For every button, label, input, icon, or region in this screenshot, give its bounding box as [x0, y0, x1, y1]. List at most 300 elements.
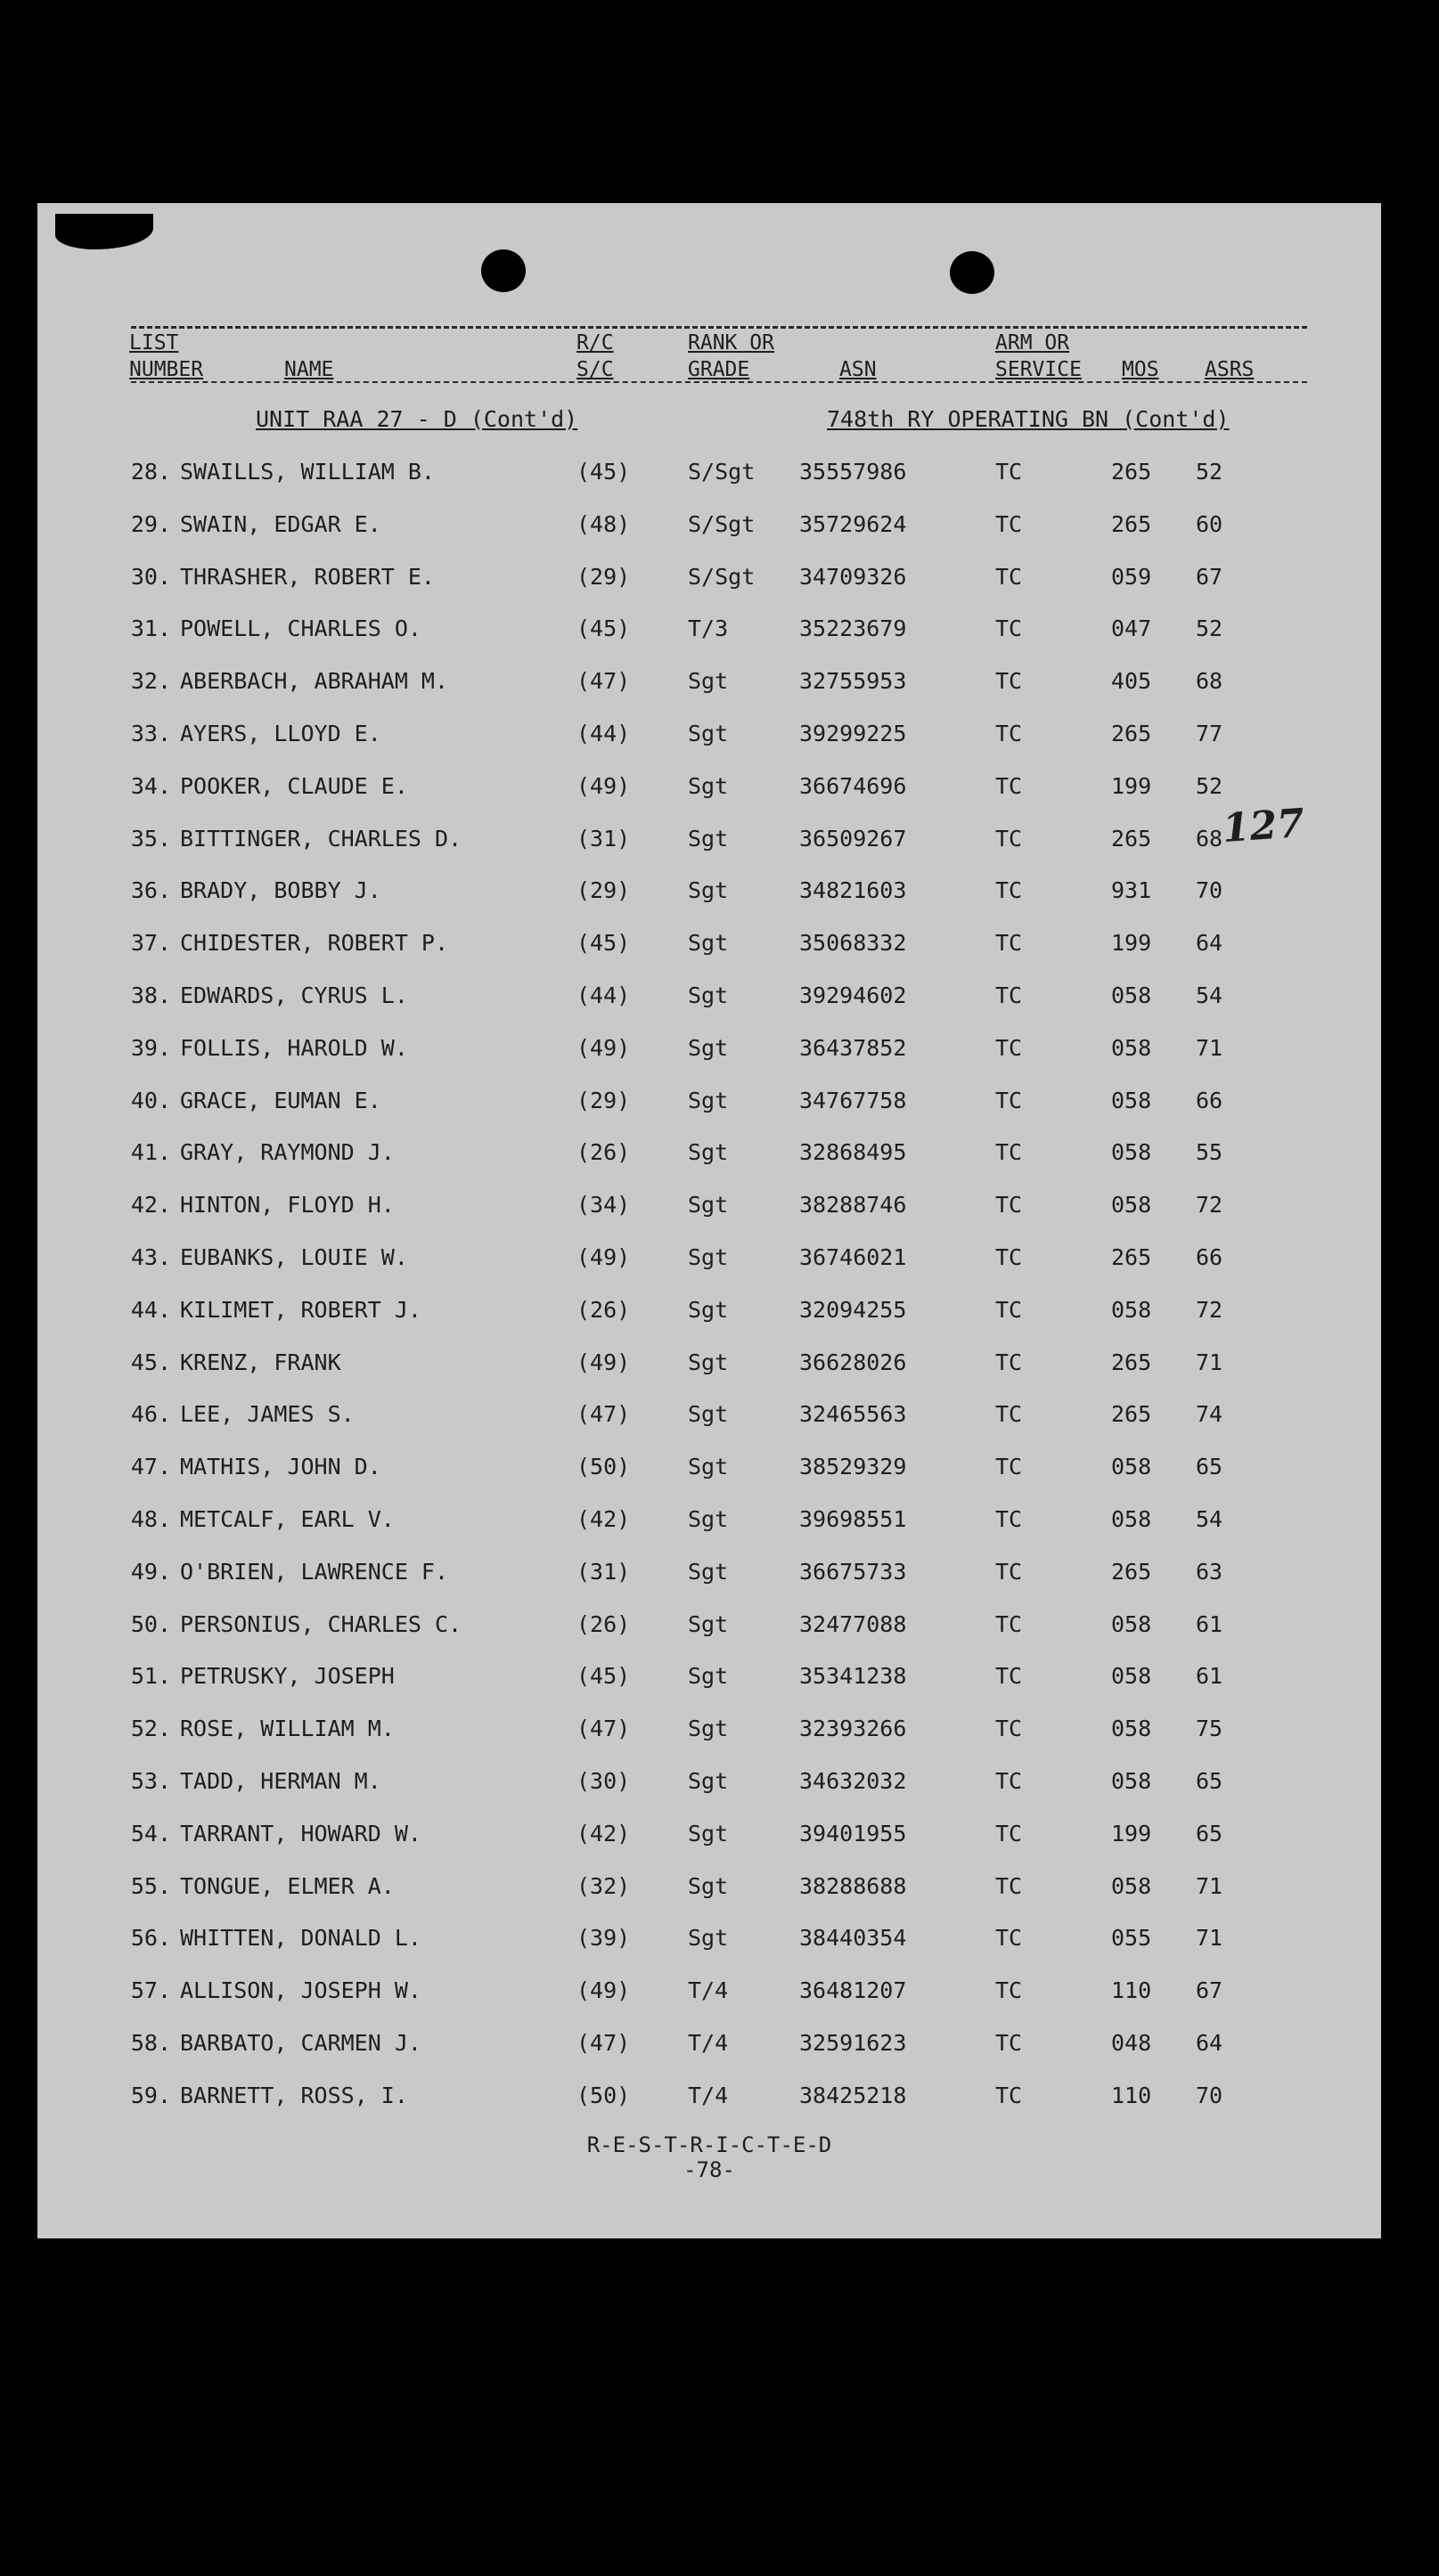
cell-asrs: 71 [1196, 1872, 1223, 1899]
cell-asn: 39401955 [799, 1820, 907, 1846]
cell-arm: TC [995, 1977, 1023, 2004]
cell-mos: 405 [1111, 668, 1152, 695]
punch-hole-left [481, 249, 526, 292]
cell-asn: 36481207 [799, 1977, 907, 2004]
cell-num: 55. [130, 1872, 171, 1899]
cell-mos: 110 [1111, 2082, 1152, 2108]
cell-rc: (49) [576, 1034, 631, 1061]
cell-rank: Sgt [688, 1610, 729, 1637]
cell-name: LEE, JAMES S. [180, 1401, 355, 1428]
cell-mos: 058 [1111, 1139, 1152, 1166]
cell-rc: (49) [576, 1977, 631, 2004]
cell-num: 45. [130, 1349, 171, 1375]
cell-rc: (44) [576, 982, 631, 1008]
table-row [37, 1816, 1381, 1852]
cell-num: 40. [130, 1087, 171, 1113]
cell-asrs: 77 [1196, 721, 1223, 746]
table-row [37, 1502, 1381, 1537]
footer-page-number: -78- [683, 2157, 735, 2182]
cell-asn: 38288746 [799, 1192, 907, 1219]
cell-arm: TC [995, 1192, 1023, 1219]
cell-rc: (26) [576, 1610, 631, 1637]
cell-asrs: 61 [1196, 1610, 1223, 1637]
table-row [37, 1345, 1381, 1381]
cell-num: 51. [130, 1663, 171, 1690]
cell-rank: Sgt [688, 982, 729, 1008]
cell-mos: 058 [1111, 1716, 1152, 1742]
cell-asn: 38529329 [799, 1454, 907, 1480]
cell-asrs: 52 [1196, 459, 1223, 485]
cell-num: 39. [130, 1034, 171, 1061]
cell-rank: Sgt [688, 668, 729, 695]
cell-arm: TC [995, 930, 1023, 957]
cell-asrs: 66 [1196, 1244, 1223, 1270]
table-row [37, 1187, 1381, 1223]
cell-name: ROSE, WILLIAM M. [180, 1716, 395, 1742]
table-row [37, 1764, 1381, 1799]
cell-name: THRASHER, ROBERT E. [180, 563, 435, 590]
cell-rc: (45) [576, 930, 631, 957]
cell-asn: 36674696 [799, 772, 907, 799]
cell-name: SWAIN, EDGAR E. [180, 510, 381, 537]
cell-num: 57. [130, 1977, 171, 2004]
cell-asn: 32477088 [799, 1610, 907, 1637]
header-asn: ASN [839, 358, 877, 381]
cell-arm: TC [995, 721, 1023, 746]
cell-num: 58. [130, 2030, 171, 2056]
cell-asn: 35068332 [799, 930, 907, 957]
cell-rank: Sgt [688, 1454, 729, 1480]
cell-rc: (48) [576, 510, 631, 537]
cell-asn: 36628026 [799, 1349, 907, 1375]
cell-rank: T/4 [688, 1977, 729, 2004]
cell-mos: 055 [1111, 1925, 1152, 1952]
cell-asrs: 72 [1196, 1192, 1223, 1219]
cell-arm: TC [995, 1506, 1023, 1532]
cell-rank: Sgt [688, 1401, 729, 1428]
header-asrs: ASRS [1205, 358, 1255, 381]
cell-asn: 38425218 [799, 2082, 907, 2108]
table-row [37, 664, 1381, 699]
table-row [37, 1659, 1381, 1694]
cell-name: AYERS, LLOYD E. [180, 721, 381, 746]
cell-num: 37. [130, 930, 171, 957]
cell-arm: TC [995, 615, 1023, 642]
cell-num: 56. [130, 1925, 171, 1952]
table-row [37, 716, 1381, 752]
cell-rc: (47) [576, 668, 631, 695]
cell-asn: 32393266 [799, 1716, 907, 1742]
cell-name: MATHIS, JOHN D. [180, 1454, 381, 1480]
cell-name: TONGUE, ELMER A. [180, 1872, 395, 1899]
cell-asrs: 67 [1196, 563, 1223, 590]
cell-rc: (26) [576, 1139, 631, 1166]
cell-num: 53. [130, 1768, 171, 1794]
cell-num: 48. [130, 1506, 171, 1532]
cell-arm: TC [995, 1087, 1023, 1113]
cell-rank: Sgt [688, 1349, 729, 1375]
cell-rc: (42) [576, 1820, 631, 1846]
cell-asrs: 63 [1196, 1558, 1223, 1585]
cell-arm: TC [995, 1454, 1023, 1480]
cell-mos: 265 [1111, 1244, 1152, 1270]
cell-rank: Sgt [688, 1087, 729, 1113]
table-row [37, 1031, 1381, 1066]
cell-name: BITTINGER, CHARLES D. [180, 825, 462, 852]
table-row [37, 1292, 1381, 1328]
cell-num: 36. [130, 877, 171, 904]
cell-asn: 36437852 [799, 1034, 907, 1061]
table-row [37, 559, 1381, 595]
table-row [37, 611, 1381, 647]
cell-rc: (49) [576, 1349, 631, 1375]
cell-asrs: 71 [1196, 1034, 1223, 1061]
cell-arm: TC [995, 1401, 1023, 1428]
unit-right: 748th RY OPERATING BN (Cont'd) [827, 406, 1230, 432]
cell-rc: (32) [576, 1872, 631, 1899]
cell-mos: 058 [1111, 1087, 1152, 1113]
cell-rank: Sgt [688, 1820, 729, 1846]
cell-mos: 058 [1111, 1872, 1152, 1899]
cell-rank: Sgt [688, 1872, 729, 1899]
cell-mos: 058 [1111, 1506, 1152, 1532]
unit-left: UNIT RAA 27 - D (Cont'd) [256, 406, 578, 432]
cell-rc: (42) [576, 1506, 631, 1532]
cell-num: 32. [130, 668, 171, 695]
cell-arm: TC [995, 1296, 1023, 1323]
cell-asrs: 64 [1196, 930, 1223, 957]
cell-name: SWAILLS, WILLIAM B. [180, 459, 435, 485]
cell-name: ALLISON, JOSEPH W. [180, 1977, 421, 2004]
cell-asn: 39698551 [799, 1506, 907, 1532]
cell-rc: (49) [576, 1244, 631, 1270]
cell-asrs: 65 [1196, 1768, 1223, 1794]
cell-num: 38. [130, 982, 171, 1008]
cell-asrs: 75 [1196, 1716, 1223, 1742]
cell-asn: 34767758 [799, 1087, 907, 1113]
table-row [37, 1607, 1381, 1643]
cell-name: ABERBACH, ABRAHAM M. [180, 668, 449, 695]
document-page [37, 203, 1381, 2238]
table-row [37, 1083, 1381, 1119]
cell-name: BARBATO, CARMEN J. [180, 2030, 421, 2056]
cell-asrs: 70 [1196, 2082, 1223, 2108]
cell-rc: (45) [576, 459, 631, 485]
cell-mos: 265 [1111, 721, 1152, 746]
cell-asn: 32755953 [799, 668, 907, 695]
header-rule-top [131, 326, 1307, 329]
cell-rank: Sgt [688, 1034, 729, 1061]
cell-name: KILIMET, ROBERT J. [180, 1296, 421, 1323]
table-row [37, 1240, 1381, 1276]
cell-rc: (47) [576, 1716, 631, 1742]
cell-arm: TC [995, 1872, 1023, 1899]
cell-name: PERSONIUS, CHARLES C. [180, 1610, 462, 1637]
cell-rc: (29) [576, 1087, 631, 1113]
cell-rc: (31) [576, 825, 631, 852]
cell-rc: (29) [576, 877, 631, 904]
cell-mos: 199 [1111, 1820, 1152, 1846]
cell-mos: 931 [1111, 877, 1152, 904]
cell-mos: 058 [1111, 1296, 1152, 1323]
cell-rc: (50) [576, 2082, 631, 2108]
cell-rank: Sgt [688, 825, 729, 852]
cell-mos: 265 [1111, 825, 1152, 852]
cell-mos: 058 [1111, 982, 1152, 1008]
cell-rc: (45) [576, 615, 631, 642]
table-row [37, 2078, 1381, 2114]
cell-asn: 32094255 [799, 1296, 907, 1323]
cell-arm: TC [995, 825, 1023, 852]
cell-arm: TC [995, 1820, 1023, 1846]
cell-asn: 32465563 [799, 1401, 907, 1428]
cell-arm: TC [995, 1925, 1023, 1952]
header-rc-sc: R/C S/C [576, 331, 614, 381]
cell-rc: (26) [576, 1296, 631, 1323]
cell-name: TADD, HERMAN M. [180, 1768, 381, 1794]
cell-name: BRADY, BOBBY J. [180, 877, 381, 904]
cell-asrs: 54 [1196, 982, 1223, 1008]
cell-asrs: 68 [1196, 825, 1223, 852]
cell-asn: 36746021 [799, 1244, 907, 1270]
cell-asn: 39299225 [799, 721, 907, 746]
cell-mos: 265 [1111, 1349, 1152, 1375]
cell-num: 44. [130, 1296, 171, 1323]
cell-rank: Sgt [688, 1139, 729, 1166]
header-list-number: LIST NUMBER [129, 331, 204, 381]
cell-mos: 058 [1111, 1454, 1152, 1480]
cell-asn: 35341238 [799, 1663, 907, 1690]
header-rank: RANK OR GRADE [688, 331, 774, 381]
cell-arm: TC [995, 1768, 1023, 1794]
cell-name: METCALF, EARL V. [180, 1506, 395, 1532]
cell-arm: TC [995, 563, 1023, 590]
cell-name: TARRANT, HOWARD W. [180, 1820, 421, 1846]
cell-asrs: 55 [1196, 1139, 1223, 1166]
cell-asn: 34632032 [799, 1768, 907, 1794]
cell-asn: 39294602 [799, 982, 907, 1008]
cell-asrs: 71 [1196, 1925, 1223, 1952]
cell-mos: 199 [1111, 930, 1152, 957]
cell-asn: 34709326 [799, 563, 907, 590]
cell-rank: Sgt [688, 1925, 729, 1952]
cell-num: 34. [130, 772, 171, 799]
cell-num: 28. [130, 459, 171, 485]
cell-asn: 35557986 [799, 459, 907, 485]
table-row [37, 769, 1381, 804]
cell-rc: (31) [576, 1558, 631, 1585]
cell-num: 35. [130, 825, 171, 852]
cell-asrs: 71 [1196, 1349, 1223, 1375]
cell-arm: TC [995, 1610, 1023, 1637]
cell-arm: TC [995, 877, 1023, 904]
cell-name: O'BRIEN, LAWRENCE F. [180, 1558, 449, 1585]
cell-rank: T/4 [688, 2030, 729, 2056]
cell-arm: TC [995, 1139, 1023, 1166]
cell-asrs: 74 [1196, 1401, 1223, 1428]
table-row [37, 2026, 1381, 2061]
header-mos: MOS [1122, 358, 1159, 381]
torn-corner [55, 214, 153, 249]
cell-asrs: 61 [1196, 1663, 1223, 1690]
cell-num: 47. [130, 1454, 171, 1480]
cell-rc: (45) [576, 1663, 631, 1690]
handwritten-stamp: 127 [1221, 800, 1306, 852]
cell-arm: TC [995, 1349, 1023, 1375]
cell-rank: Sgt [688, 1716, 729, 1742]
cell-asn: 32868495 [799, 1139, 907, 1166]
table-row [37, 821, 1381, 857]
cell-arm: TC [995, 1558, 1023, 1585]
cell-rank: S/Sgt [688, 563, 756, 590]
cell-name: KRENZ, FRANK [180, 1349, 341, 1375]
cell-asrs: 67 [1196, 1977, 1223, 2004]
cell-num: 33. [130, 721, 171, 746]
cell-arm: TC [995, 668, 1023, 695]
cell-name: BARNETT, ROSS, I. [180, 2082, 408, 2108]
cell-rank: Sgt [688, 772, 729, 799]
cell-asn: 32591623 [799, 2030, 907, 2056]
cell-mos: 048 [1111, 2030, 1152, 2056]
header-rule-bottom [131, 381, 1307, 383]
cell-asrs: 72 [1196, 1296, 1223, 1323]
cell-num: 54. [130, 1820, 171, 1846]
cell-name: GRAY, RAYMOND J. [180, 1139, 395, 1166]
cell-asrs: 70 [1196, 877, 1223, 904]
cell-name: POOKER, CLAUDE E. [180, 772, 408, 799]
cell-num: 31. [130, 615, 171, 642]
cell-asrs: 64 [1196, 2030, 1223, 2056]
cell-num: 29. [130, 510, 171, 537]
table-row [37, 1711, 1381, 1747]
cell-rank: Sgt [688, 877, 729, 904]
table-row [37, 1920, 1381, 1956]
cell-arm: TC [995, 510, 1023, 537]
cell-mos: 058 [1111, 1610, 1152, 1637]
cell-mos: 058 [1111, 1192, 1152, 1219]
cell-rank: S/Sgt [688, 459, 756, 485]
table-row [37, 1449, 1381, 1485]
cell-num: 52. [130, 1716, 171, 1742]
cell-num: 46. [130, 1401, 171, 1428]
cell-mos: 059 [1111, 563, 1152, 590]
cell-arm: TC [995, 2082, 1023, 2108]
cell-rank: T/3 [688, 615, 729, 642]
cell-mos: 265 [1111, 1401, 1152, 1428]
cell-rank: S/Sgt [688, 510, 756, 537]
cell-asrs: 52 [1196, 615, 1223, 642]
cell-rank: Sgt [688, 1768, 729, 1794]
cell-asrs: 52 [1196, 772, 1223, 799]
cell-mos: 199 [1111, 772, 1152, 799]
cell-name: GRACE, EUMAN E. [180, 1087, 381, 1113]
cell-rank: Sgt [688, 1663, 729, 1690]
table-row [37, 1869, 1381, 1904]
cell-rc: (29) [576, 563, 631, 590]
cell-asrs: 65 [1196, 1820, 1223, 1846]
cell-asn: 34821603 [799, 877, 907, 904]
cell-mos: 265 [1111, 510, 1152, 537]
cell-rc: (50) [576, 1454, 631, 1480]
cell-asn: 35729624 [799, 510, 907, 537]
cell-arm: TC [995, 1716, 1023, 1742]
cell-asn: 36675733 [799, 1558, 907, 1585]
cell-arm: TC [995, 459, 1023, 485]
punch-hole-right [950, 251, 994, 294]
table-row [37, 1135, 1381, 1170]
cell-rc: (39) [576, 1925, 631, 1952]
cell-name: WHITTEN, DONALD L. [180, 1925, 421, 1952]
cell-num: 59. [130, 2082, 171, 2108]
cell-asn: 35223679 [799, 615, 907, 642]
cell-arm: TC [995, 1034, 1023, 1061]
cell-name: POWELL, CHARLES O. [180, 615, 421, 642]
cell-rank: Sgt [688, 1558, 729, 1585]
cell-asrs: 60 [1196, 510, 1223, 537]
cell-asn: 38440354 [799, 1925, 907, 1952]
cell-asrs: 65 [1196, 1454, 1223, 1480]
cell-num: 41. [130, 1139, 171, 1166]
cell-num: 43. [130, 1244, 171, 1270]
cell-rank: Sgt [688, 1244, 729, 1270]
cell-mos: 110 [1111, 1977, 1152, 2004]
cell-mos: 265 [1111, 459, 1152, 485]
cell-name: PETRUSKY, JOSEPH [180, 1663, 395, 1690]
cell-arm: TC [995, 2030, 1023, 2056]
cell-arm: TC [995, 982, 1023, 1008]
header-arm: ARM OR SERVICE [995, 331, 1082, 381]
table-row [37, 873, 1381, 909]
table-row [37, 1397, 1381, 1432]
cell-arm: TC [995, 1663, 1023, 1690]
cell-arm: TC [995, 772, 1023, 799]
table-row [37, 925, 1381, 961]
cell-rc: (47) [576, 1401, 631, 1428]
cell-num: 30. [130, 563, 171, 590]
cell-arm: TC [995, 1244, 1023, 1270]
cell-mos: 047 [1111, 615, 1152, 642]
cell-mos: 265 [1111, 1558, 1152, 1585]
cell-rank: Sgt [688, 721, 729, 746]
cell-num: 49. [130, 1558, 171, 1585]
cell-rank: T/4 [688, 2082, 729, 2108]
cell-asrs: 54 [1196, 1506, 1223, 1532]
table-row [37, 978, 1381, 1014]
cell-name: CHIDESTER, ROBERT P. [180, 930, 449, 957]
cell-mos: 058 [1111, 1034, 1152, 1061]
header-name: NAME [284, 358, 334, 381]
cell-rc: (34) [576, 1192, 631, 1219]
cell-rank: Sgt [688, 1192, 729, 1219]
cell-name: FOLLIS, HAROLD W. [180, 1034, 408, 1061]
cell-mos: 058 [1111, 1768, 1152, 1794]
cell-asn: 38288688 [799, 1872, 907, 1899]
cell-rc: (49) [576, 772, 631, 799]
cell-asrs: 66 [1196, 1087, 1223, 1113]
cell-num: 50. [130, 1610, 171, 1637]
table-row [37, 1973, 1381, 2009]
table-row [37, 507, 1381, 542]
cell-rank: Sgt [688, 930, 729, 957]
cell-rank: Sgt [688, 1296, 729, 1323]
cell-rc: (44) [576, 721, 631, 746]
cell-rank: Sgt [688, 1506, 729, 1532]
cell-asrs: 68 [1196, 668, 1223, 695]
cell-name: EUBANKS, LOUIE W. [180, 1244, 408, 1270]
cell-asn: 36509267 [799, 825, 907, 852]
table-row [37, 1554, 1381, 1590]
footer-restricted: R-E-S-T-R-I-C-T-E-D [586, 2132, 832, 2157]
